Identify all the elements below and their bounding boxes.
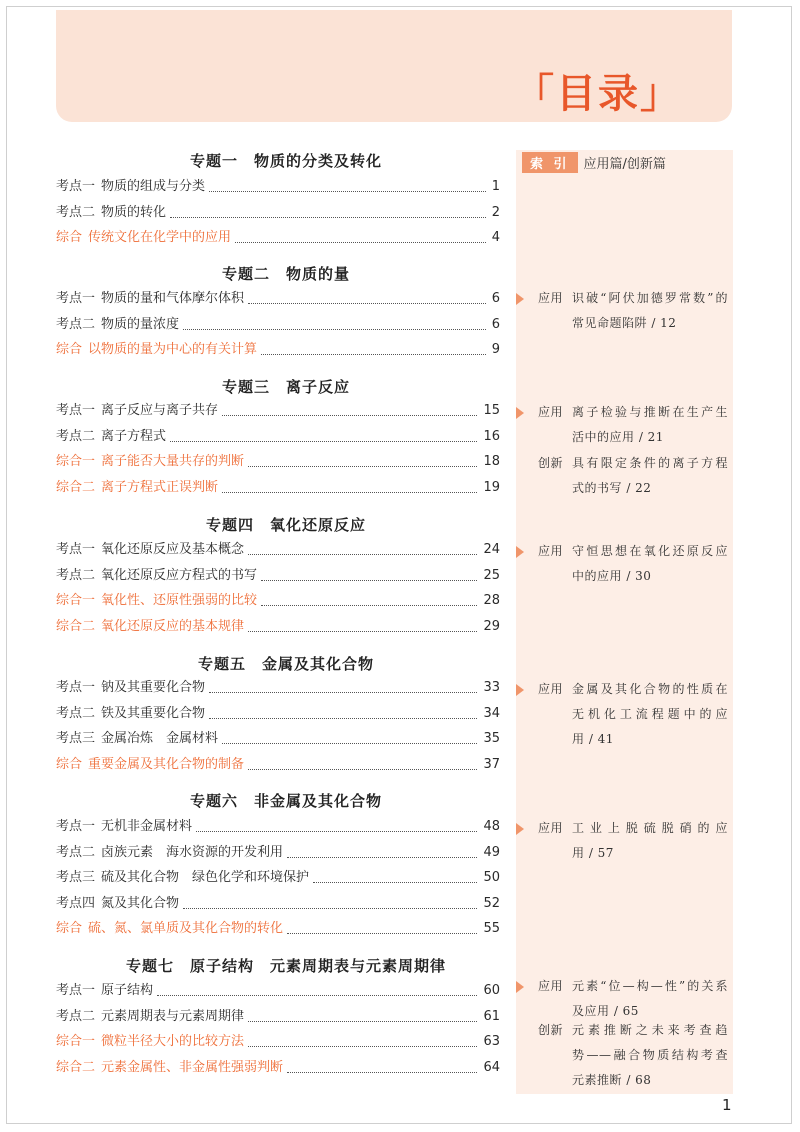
toc-row-label: 考点一 <box>56 680 96 695</box>
toc-row[interactable] <box>56 1059 500 1077</box>
index-subtitle: 应用篇/创新篇 <box>583 157 666 172</box>
toc-row[interactable] <box>56 316 500 334</box>
toc-row-page: 37 <box>483 756 500 772</box>
index-entry-line: 元素推断 / 68 <box>572 1073 652 1087</box>
toc-row[interactable] <box>56 204 500 222</box>
toc-row-page: 24 <box>483 542 500 557</box>
toc-row-label: 考点一 <box>56 291 96 306</box>
leader-dots <box>248 1021 477 1022</box>
toc-row-label: 考点二 <box>56 1008 96 1024</box>
leader-dots <box>196 831 477 832</box>
toc-row-text: 离子反应与离子共存 <box>101 403 219 418</box>
toc-row-page: 63 <box>483 1034 500 1049</box>
page-title: 「目录」 <box>514 71 682 117</box>
toc-row-text: 重要金属及其化合物的制备 <box>88 756 245 772</box>
leader-dots <box>287 857 477 858</box>
leader-dots <box>248 631 477 632</box>
toc-row-label: 考点一 <box>56 983 96 998</box>
toc-row[interactable] <box>56 1008 500 1026</box>
toc-row-page: 61 <box>483 1008 500 1024</box>
toc-row-text: 钠及其重要化合物 <box>101 680 206 695</box>
toc-row[interactable] <box>56 178 500 196</box>
toc-row-text: 铁及其重要化合物 <box>101 705 206 721</box>
toc-row[interactable] <box>56 730 500 748</box>
toc-row-text: 传统文化在化学中的应用 <box>88 230 232 245</box>
index-entry-line: 用 / 57 <box>572 846 614 860</box>
leader-dots <box>261 605 477 606</box>
index-entry-line: 中的应用 / 30 <box>572 569 652 583</box>
index-entry-line: 元素“位—构—性”的关系 <box>572 979 728 993</box>
leader-dots <box>183 908 477 909</box>
toc-row-text: 物质的转化 <box>101 204 167 220</box>
toc-row-label: 考点二 <box>56 844 96 860</box>
arrow-right-icon <box>516 293 524 305</box>
topic-title[interactable]: 专题三 离子反应 <box>221 378 350 396</box>
topic-title[interactable]: 专题二 物质的量 <box>221 265 350 283</box>
toc-row-label: 考点二 <box>56 567 96 583</box>
toc-row-label: 综合 <box>56 921 83 936</box>
topic-title[interactable]: 专题四 氧化还原反应 <box>205 516 366 534</box>
toc-row[interactable] <box>56 341 500 359</box>
index-entry-line: 工业上脱硫脱硝的应 <box>572 821 728 835</box>
index-entry-line: 及应用 / 65 <box>572 1004 639 1018</box>
toc-row-label: 综合一 <box>56 454 96 469</box>
toc-row-page: 55 <box>483 921 500 936</box>
toc-row-page: 9 <box>491 342 500 357</box>
toc-row[interactable] <box>56 618 500 636</box>
toc-row-page: 49 <box>483 844 500 860</box>
index-entry-line: 式的书写 / 22 <box>572 481 652 495</box>
leader-dots <box>170 441 477 442</box>
index-entry-line: 无机化工流程题中的应 <box>572 707 728 721</box>
index-header <box>522 152 666 173</box>
toc-row-page: 6 <box>491 291 500 306</box>
index-entry-type: 应用 <box>538 544 564 558</box>
toc-row-page: 6 <box>491 316 500 332</box>
toc-row-page: 28 <box>483 593 500 608</box>
toc-row-label: 考点二 <box>56 204 96 220</box>
toc-row[interactable] <box>56 479 500 497</box>
arrow-right-icon <box>516 823 524 835</box>
toc-row-page: 15 <box>483 403 500 418</box>
leader-dots <box>261 354 486 355</box>
toc-row-page: 19 <box>483 479 500 495</box>
toc-row-text: 无机非金属材料 <box>101 819 193 834</box>
index-entry-type: 创新 <box>538 456 564 470</box>
toc-row-page: 33 <box>483 680 500 695</box>
index-tag: 索 引 <box>522 152 578 173</box>
toc-row-label: 综合 <box>56 342 83 357</box>
leader-dots <box>248 554 477 555</box>
toc-row-text: 以物质的量为中心的有关计算 <box>88 342 258 357</box>
index-entry-type: 应用 <box>538 682 564 696</box>
toc-row-text: 离子能否大量共存的判断 <box>101 454 245 469</box>
toc-row[interactable] <box>56 869 500 887</box>
toc-row-page: 34 <box>483 705 500 721</box>
arrow-right-icon <box>516 684 524 696</box>
page-number: 1 <box>722 1096 732 1114</box>
toc-row-label: 综合一 <box>56 593 96 608</box>
toc-row-label: 综合二 <box>56 1059 96 1075</box>
index-entry-line: 离子检验与推断在生产生 <box>572 405 728 419</box>
leader-dots <box>287 1072 477 1073</box>
toc-row[interactable] <box>56 844 500 862</box>
leader-dots <box>235 242 486 243</box>
index-entry-line: 势——融合物质结构考查 <box>572 1048 728 1062</box>
toc-row-text: 元素周期表与元素周期律 <box>101 1008 245 1024</box>
toc-row-label: 考点三 <box>56 870 96 885</box>
toc-row-page: 35 <box>483 731 500 746</box>
index-entry-line: 常见命题陷阱 / 12 <box>572 316 677 330</box>
toc-row-label: 考点三 <box>56 731 96 746</box>
leader-dots <box>157 995 477 996</box>
header-banner <box>56 10 732 122</box>
toc-row-text: 物质的量和气体摩尔体积 <box>101 291 245 306</box>
leader-dots <box>209 718 477 719</box>
toc-row-label: 考点一 <box>56 403 96 418</box>
toc-row-page: 1 <box>491 179 500 194</box>
toc-row-label: 综合 <box>56 230 83 245</box>
index-entry-type: 应用 <box>538 979 564 993</box>
arrow-right-icon <box>516 546 524 558</box>
toc-row[interactable] <box>56 290 500 308</box>
leader-dots <box>248 303 486 304</box>
leader-dots <box>287 933 477 934</box>
toc-row-page: 52 <box>483 895 500 911</box>
toc-row[interactable] <box>56 895 500 913</box>
toc-row-label: 考点一 <box>56 542 96 557</box>
toc-row-text: 卤族元素 海水资源的开发利用 <box>101 844 284 860</box>
toc-row-text: 氧化还原反应的基本规律 <box>101 618 245 634</box>
toc-row-page: 64 <box>483 1059 500 1075</box>
toc-row[interactable] <box>56 679 500 697</box>
leader-dots <box>170 217 486 218</box>
toc-row-label: 考点二 <box>56 705 96 721</box>
index-entry-line: 识破“阿伏加德罗常数”的 <box>572 291 728 305</box>
toc-row-page: 16 <box>483 428 500 444</box>
leader-dots <box>222 492 477 493</box>
leader-dots <box>313 882 477 883</box>
toc-row[interactable] <box>56 592 500 610</box>
index-entry-line: 守恒思想在氧化还原反应 <box>572 544 728 558</box>
arrow-right-icon <box>516 981 524 993</box>
toc-row[interactable] <box>56 705 500 723</box>
arrow-right-icon <box>516 407 524 419</box>
toc-row[interactable] <box>56 567 500 585</box>
toc-row[interactable] <box>56 818 500 836</box>
leader-dots <box>209 191 486 192</box>
index-entry-line: 元素推断之未来考查趋 <box>572 1023 728 1037</box>
toc-row-text: 氧化还原反应方程式的书写 <box>101 567 258 583</box>
toc-row-label: 综合 <box>56 756 83 772</box>
index-entry-line: 活中的应用 / 21 <box>572 430 664 444</box>
toc-row-label: 考点一 <box>56 819 96 834</box>
leader-dots <box>183 329 486 330</box>
toc-row[interactable] <box>56 453 500 471</box>
toc-row-page: 4 <box>491 230 500 245</box>
leader-dots <box>261 580 477 581</box>
toc-row-label: 综合二 <box>56 479 96 495</box>
leader-dots <box>248 466 477 467</box>
index-entry-line: 金属及其化合物的性质在 <box>572 682 728 696</box>
toc-row[interactable] <box>56 541 500 559</box>
leader-dots <box>248 769 477 770</box>
toc-row-label: 考点一 <box>56 179 96 194</box>
leader-dots <box>209 692 477 693</box>
toc-row-label: 考点二 <box>56 316 96 332</box>
toc-row[interactable] <box>56 428 500 446</box>
toc-row-page: 60 <box>483 983 500 998</box>
toc-row-page: 18 <box>483 454 500 469</box>
leader-dots <box>222 743 477 744</box>
toc-row-text: 物质的量浓度 <box>101 316 180 332</box>
index-entry-type: 应用 <box>538 291 564 305</box>
leader-dots <box>222 415 477 416</box>
toc-row[interactable] <box>56 920 500 938</box>
index-entry-type: 创新 <box>538 1023 564 1037</box>
toc-row-text: 金属冶炼 金属材料 <box>101 731 219 746</box>
index-entry-line: 用 / 41 <box>572 732 614 746</box>
topic-title[interactable]: 专题六 非金属及其化合物 <box>189 792 382 810</box>
toc-row-page: 48 <box>483 819 500 834</box>
topic-title[interactable]: 专题七 原子结构 元素周期表与元素周期律 <box>125 957 446 975</box>
toc-row-text: 离子方程式 <box>101 428 167 444</box>
toc-row[interactable] <box>56 982 500 1000</box>
index-entry-type: 应用 <box>538 821 564 835</box>
toc-row-text: 氮及其化合物 <box>101 895 180 911</box>
toc-row-text: 原子结构 <box>101 983 154 998</box>
index-entry-type: 应用 <box>538 405 564 419</box>
toc-row-text: 物质的组成与分类 <box>101 179 206 194</box>
leader-dots <box>248 1046 477 1047</box>
toc-row-page: 2 <box>491 204 500 220</box>
toc-row-text: 离子方程式正误判断 <box>101 479 219 495</box>
toc-row-text: 元素金属性、非金属性强弱判断 <box>101 1059 284 1075</box>
toc-row[interactable] <box>56 756 500 774</box>
toc-row[interactable] <box>56 229 500 247</box>
toc-row-text: 氧化性、还原性强弱的比较 <box>101 593 258 608</box>
toc-row-label: 综合二 <box>56 618 96 634</box>
toc-row-label: 考点四 <box>56 895 96 911</box>
toc-row-text: 硫及其化合物 绿色化学和环境保护 <box>101 870 310 885</box>
toc-row-text: 硫、氮、氯单质及其化合物的转化 <box>88 921 284 936</box>
toc-row-label: 综合一 <box>56 1034 96 1049</box>
toc-row-page: 25 <box>483 567 500 583</box>
toc-row-page: 50 <box>483 870 500 885</box>
topic-title[interactable]: 专题五 金属及其化合物 <box>197 655 374 673</box>
toc-row-label: 考点二 <box>56 428 96 444</box>
toc-row-page: 29 <box>483 618 500 634</box>
toc-row-text: 氧化还原反应及基本概念 <box>101 542 245 557</box>
topic-title[interactable]: 专题一 物质的分类及转化 <box>189 152 382 170</box>
index-entry-line: 具有限定条件的离子方程 <box>572 456 728 470</box>
toc-row[interactable] <box>56 402 500 420</box>
toc-row-text: 微粒半径大小的比较方法 <box>101 1034 245 1049</box>
toc-row[interactable] <box>56 1033 500 1051</box>
